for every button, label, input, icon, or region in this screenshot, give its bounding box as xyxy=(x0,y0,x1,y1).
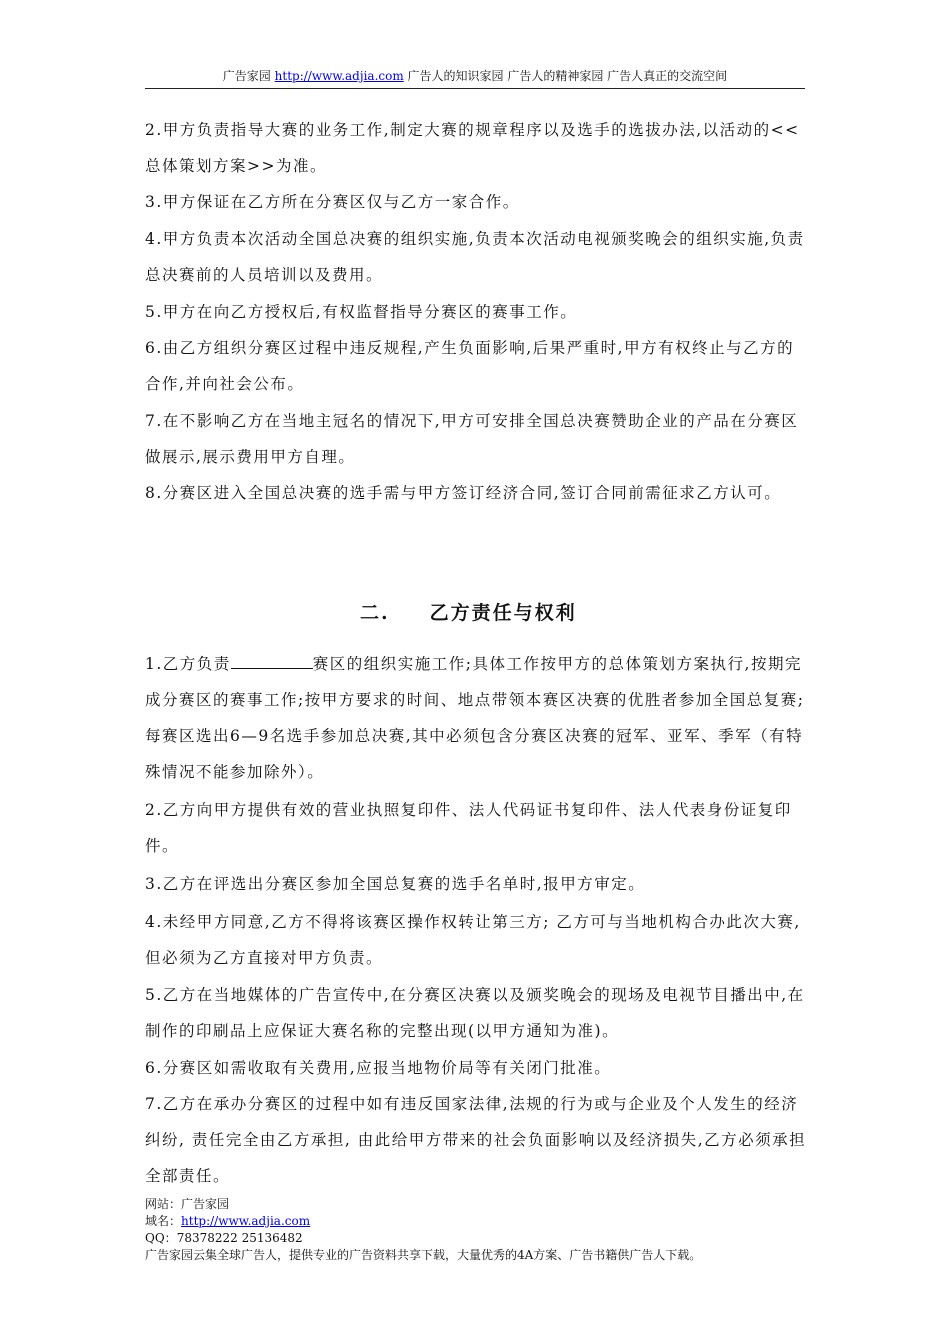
clause-a-3: 3.甲方保证在乙方所在分赛区仅与乙方一家合作。 xyxy=(145,193,520,211)
clause-b-1-rest: 赛区的组织实施工作;具体工作按甲方的总体策划方案执行,按期完成分赛区的赛事工作;按甲方要求的时间、地点带领本赛区决赛的优胜者参加全国总复赛;每赛区选出6—9名选手参加总决赛,其中必须包含分赛区决赛的冠军、亚军、季军（有特殊情况不能参加除外）。 xyxy=(145,655,805,781)
header-slogan: 广告人的知识家园 广告人的精神家园 广告人真正的交流空间 xyxy=(407,69,728,83)
page-footer xyxy=(145,1196,701,1264)
clause-b-6: 6.分赛区如需收取有关费用,应报当地物价局等有关闭门批准。 xyxy=(145,1059,612,1077)
section-title: 乙方责任与权利 xyxy=(429,602,577,624)
header-url-link[interactable]: http://www.adjia.com xyxy=(274,69,404,83)
footer-domain-line: 域名：http://www.adjia.com xyxy=(145,1214,311,1228)
clause-b-2: 2.乙方向甲方提供有效的营业执照复印件、法人代码证书复印件、法人代表身份证复印件。 xyxy=(145,801,792,855)
section-heading xyxy=(360,598,577,625)
footer-site-name: 广告家园 xyxy=(181,1197,230,1211)
footer-domain-link[interactable]: http://www.adjia.com xyxy=(181,1214,311,1228)
clause-b-3: 3.乙方在评选出分赛区参加全国总复赛的选手名单时,报甲方审定。 xyxy=(145,875,646,893)
fill-in-blank xyxy=(231,652,313,669)
clause-b-5: 5.乙方在当地媒体的广告宣传中,在分赛区决赛以及颁奖晚会的现场及电视节目播出中,在制作的印刷品上应保证大赛名称的完整出现(以甲方通知为准)。 xyxy=(145,986,805,1040)
page-header xyxy=(145,66,805,89)
footer-site-line: 网站：广告家园 xyxy=(145,1197,230,1211)
clause-a-4: 4.甲方负责本次活动全国总决赛的组织实施,负责本次活动电视颁奖晚会的组织实施,负责总决赛前的人员培训以及费用。 xyxy=(145,230,805,284)
clause-a-2: 2.甲方负责指导大赛的业务工作,制定大赛的规章程序以及选手的选拔办法,以活动的<<总体策划方案>>为准。 xyxy=(145,121,800,175)
clause-a-5: 5.甲方在向乙方授权后,有权监督指导分赛区的赛事工作。 xyxy=(145,303,578,321)
clause-b-4: 4.未经甲方同意,乙方不得将该赛区操作权转让第三方; 乙方可与当地机构合办此次大赛, 但必须为乙方直接对甲方负责。 xyxy=(145,913,801,967)
clause-b-1-prefix: 1.乙方负责 xyxy=(145,655,231,673)
footer-qq-line: QQ：78378222 25136482 xyxy=(145,1231,303,1245)
clause-a-7: 7.在不影响乙方在当地主冠名的情况下,甲方可安排全国总决赛赞助企业的产品在分赛区做展示,展示费用甲方自理。 xyxy=(145,412,799,466)
footer-qq-numbers: 78378222 25136482 xyxy=(176,1231,303,1245)
footer-description: 广告家园云集全球广告人，提供专业的广告资料共享下载，大量优秀的4A方案、广告书籍供广告人下载。 xyxy=(145,1248,702,1262)
clause-b-7: 7.乙方在承办分赛区的过程中如有违反国家法律,法规的行为或与企业及个人发生的经济纠纷, 责任完全由乙方承担, 由此给甲方带来的社会负面影响以及经济损失,乙方必须承担全部责任。 xyxy=(145,1095,807,1185)
section-number: 二. xyxy=(360,602,390,624)
header-site-name: 广告家园 xyxy=(222,69,271,83)
clause-a-6: 6.由乙方组织分赛区过程中违反规程,产生负面影响,后果严重时,甲方有权终止与乙方的合作,并向社会公布。 xyxy=(145,339,795,393)
clause-b-1 xyxy=(145,646,807,790)
clause-a-8: 8.分赛区进入全国总决赛的选手需与甲方签订经济合同,签订合同前需征求乙方认可。 xyxy=(145,484,782,502)
